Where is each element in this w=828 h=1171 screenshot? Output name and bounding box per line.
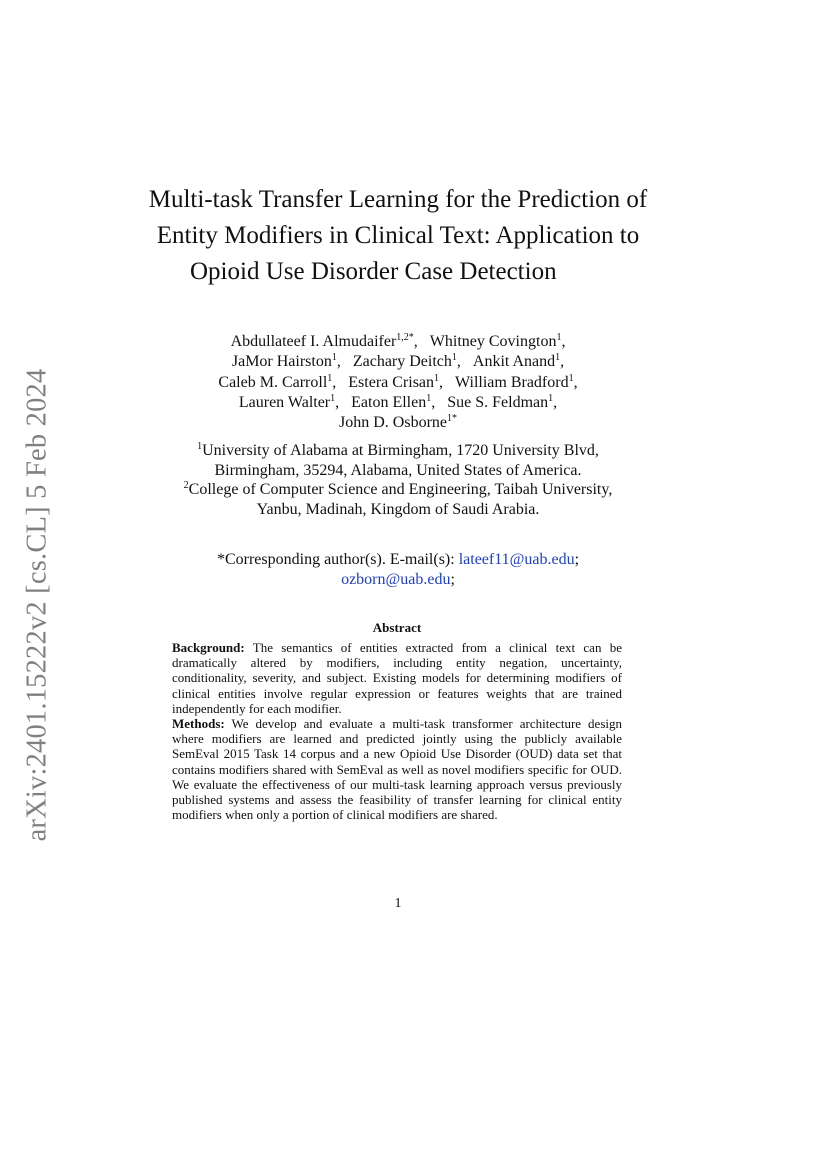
- abstract-heading: Abstract: [372, 620, 422, 635]
- author: Caleb M. Carroll$^1$,: [218, 372, 337, 391]
- page-number: 1: [394, 896, 402, 911]
- author: JaMor Hairston$^1$,: [231, 352, 341, 371]
- arxiv-id: arXiv:2401.15222v2 [cs.CL] 5 Feb 2024: [21, 368, 53, 842]
- abstract-methods: Methods: We develop and evaluate a multi-task transformer architecture design where modifiers are learned and predicted jointly using the publicly available SemEval 2015 Task 14 corpus and a new Opioid Use Disorder (OUD) data set that contains modifiers shared with SemEval as well as novel modifiers specific for OUD. We evaluate the effectiveness of our multi-task learning approach versus previously published systems and assess the feasibility of transfer learning for clinical entity modifiers when only a portion of clinical modifiers are shared.: [172, 716, 622, 823]
- email-link-1[interactable]: lateef11@uab.edu: [458, 551, 575, 568]
- affiliations: $^1$University of Alabama at Birmingham, 1720 University Blvd, Birmingham, 35294, Alabama, United States of America. $^2$College of Computer Science and Engineering, Taibah University, Yanbu, Madinah, Kingdom of Saudi Arabia.: [140, 441, 656, 519]
- author-list: [140, 332, 656, 433]
- email-link-2[interactable]: ozborn@uab.edu: [341, 571, 451, 588]
- affiliation-2: $^2$College of Computer Science and Engineering, Taibah University,: [183, 480, 613, 499]
- corresponding-authors: *Corresponding author(s). E-mail(s): lateef11@uab.edu; ozborn@uab.edu;: [216, 551, 580, 588]
- arxiv-sidebar-stamp: [14, 370, 60, 840]
- author: Abdullateef I. Almudaifer$^{1,2*}$,: [230, 332, 418, 350]
- author: Sue S. Feldman$^1$,: [447, 392, 558, 411]
- title-line-2: Entity Modifiers in Clinical Text: Application to: [156, 222, 640, 249]
- abstract-background: Background: The semantics of entities extracted from a clinical text can be dramatically altered by modifiers, including entity negation, uncertainty, conditionality, severity, and subject. Existing models for determining modifiers of clinical entities involve regular expression or features weights that are trained independently for each modifier.: [172, 640, 622, 716]
- author: Estera Crisan$^1$,: [348, 372, 444, 391]
- author: Zachary Deitch$^1$,: [352, 352, 461, 371]
- author: William Bradford$^1$,: [455, 372, 578, 391]
- abstract-body: [172, 640, 622, 822]
- affiliation-1: $^1$University of Alabama at Birmingham, 1720 University Blvd,: [197, 441, 599, 459]
- author: Lauren Walter$^1$,: [238, 392, 340, 411]
- title-line-1: Multi-task Transfer Learning for the Prediction of: [148, 186, 648, 213]
- author: Ankit Anand$^1$,: [472, 352, 565, 371]
- author: Whitney Covington$^1$,: [429, 332, 566, 350]
- title-line-3: Opioid Use Disorder Case Detection: [190, 258, 557, 285]
- author: John D. Osborne$^{1*}$: [339, 413, 457, 432]
- author: Eaton Ellen$^1$,: [351, 392, 436, 411]
- paper-title: [100, 182, 696, 290]
